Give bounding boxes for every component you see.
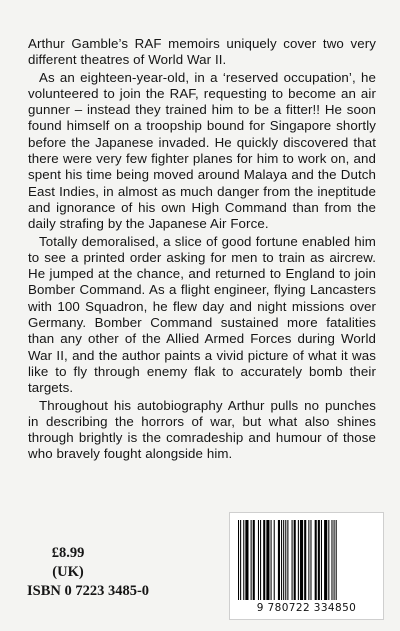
barcode-bar bbox=[243, 520, 244, 600]
barcode-bar bbox=[240, 520, 241, 600]
barcode-bar bbox=[336, 520, 337, 600]
barcode-bar bbox=[283, 520, 284, 600]
barcode-bar bbox=[281, 520, 282, 600]
price-block bbox=[27, 544, 149, 601]
barcode-digits: 9 780722 334850 bbox=[256, 602, 357, 614]
barcode-bar bbox=[266, 520, 269, 600]
barcode-bar bbox=[271, 520, 272, 600]
blurb-paragraph-2: As an eighteen-year-old, in a ‘reserved occupation’, he volunteered to join the RAF, requesting to become an air gunner – instead they trained him to be a fitter!! He soon found himself on a troopship bound for Singapore shortly before the Japanese invaded. He quickly discovered that there were very few fighter planes for him to work on, and spent his time being moved around Malaya and the Dutch East Indies, in almost as much danger from the ineptitude and ignorance of his own High Command than from the daily strafing by the Japanese Air Force. bbox=[28, 69, 376, 232]
barcode-bar bbox=[274, 520, 275, 600]
barcode-bar bbox=[294, 520, 296, 600]
barcode-bar bbox=[304, 520, 306, 600]
barcode-bar bbox=[292, 520, 293, 600]
isbn-barcode bbox=[229, 512, 384, 620]
barcode-bar bbox=[287, 520, 288, 600]
blurb-paragraph-3: Totally demoralised, a slice of good fortune enabled him to see a printed order asking for men to train as aircrew. He jumped at the chance, and returned to England to join Bomber Command. As a flight engineer, flying Lancasters with 100 Squadron, he flew day and night missions over Germany. Bomber Command sustained more fatalities than any other of the Allied Armed Forces during World War II, and the author paints a vivid picture of what it was like to fly through enemy flak to accurately bomb their targets. bbox=[28, 233, 376, 396]
barcode-bar bbox=[318, 520, 320, 600]
barcode-bar bbox=[300, 520, 303, 600]
isbn-number: ISBN 0 7223 3485-0 bbox=[27, 583, 150, 599]
barcode-bar bbox=[315, 520, 317, 600]
barcode-bar bbox=[278, 520, 280, 600]
barcode-bar bbox=[321, 520, 322, 600]
price-region: (UK) bbox=[52, 564, 84, 580]
price-amount: £8.99 bbox=[51, 545, 85, 561]
blurb-paragraph-4: Throughout his autobiography Arthur pulls no punches in describing the horrors of war, but what also shines through brightly is the comradeship and humour of those who bravely fought alongside him. bbox=[28, 397, 376, 462]
blurb-text bbox=[28, 36, 376, 464]
barcode-bar bbox=[285, 520, 286, 600]
barcode-bar bbox=[334, 520, 335, 600]
barcode-bar bbox=[253, 520, 255, 600]
barcode-bar bbox=[251, 520, 252, 600]
barcode-bar bbox=[263, 520, 265, 600]
barcode-bar bbox=[260, 520, 261, 600]
barcode-bar bbox=[238, 520, 239, 600]
barcode-bar bbox=[331, 520, 332, 600]
barcode-bar bbox=[245, 520, 248, 600]
blurb-paragraph-1: Arthur Gamble’s RAF memoirs uniquely cover two very different theatres of World War II. bbox=[28, 36, 376, 68]
barcode-bar bbox=[310, 520, 311, 600]
barcode-bar bbox=[328, 520, 329, 600]
barcode-bar bbox=[308, 520, 309, 600]
barcode-bar bbox=[324, 520, 327, 600]
barcode-bar bbox=[298, 520, 299, 600]
barcode-bars bbox=[237, 520, 376, 600]
barcode-bar bbox=[258, 520, 259, 600]
